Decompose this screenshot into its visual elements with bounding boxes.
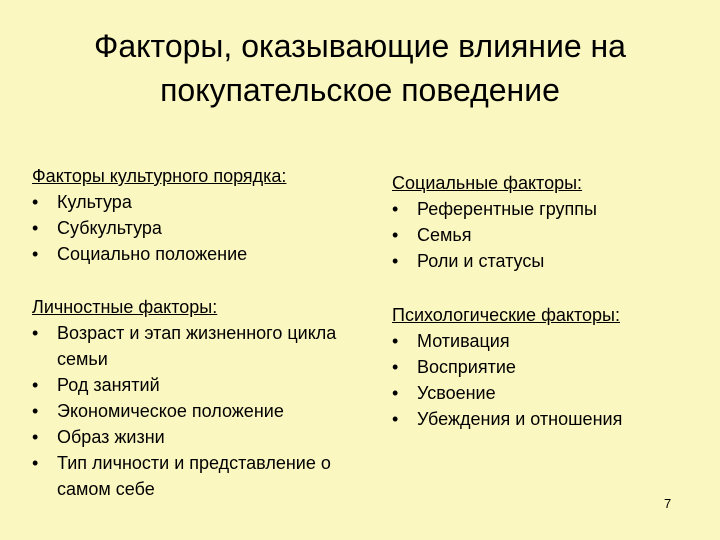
list-item: • Референтные группы (392, 196, 712, 222)
list-item: • Восприятие (392, 354, 712, 380)
slide-title-line-1: Факторы, оказывающие влияние на (94, 28, 626, 64)
list-item: • Образ жизни (32, 424, 362, 450)
slide-title (0, 24, 720, 112)
list-item: • Семья (392, 222, 712, 248)
list-item: • Субкультура (32, 215, 362, 241)
list-item: • Мотивация (392, 328, 712, 354)
list-item: • Возраст и этап жизненного цикла семьи (32, 320, 347, 372)
psychological-factors-block (392, 302, 712, 432)
list-item: • Культура (32, 189, 362, 215)
list-item: • Роли и статусы (392, 248, 712, 274)
cultural-factors-list (32, 189, 362, 267)
cultural-factors-block (32, 163, 362, 267)
list-item: • Экономическое положение (32, 398, 362, 424)
cultural-factors-heading: Факторы культурного порядка: (32, 166, 287, 186)
psychological-factors-list (392, 328, 712, 432)
social-factors-list (392, 196, 712, 274)
social-factors-block (392, 170, 712, 274)
list-item: • Убеждения и отношения (392, 406, 712, 432)
social-factors-heading: Социальные факторы: (392, 173, 583, 193)
personal-factors-block (32, 294, 362, 502)
slide-title-line-2: покупательское поведение (160, 72, 560, 108)
list-item: • Социально положение (32, 241, 362, 267)
page-number: 7 (664, 496, 672, 511)
list-item: • Усвоение (392, 380, 712, 406)
list-item: • Род занятий (32, 372, 362, 398)
list-item: • Тип личности и представление о самом себе (32, 450, 347, 502)
personal-factors-list (32, 320, 362, 502)
personal-factors-heading: Личностные факторы: (32, 297, 218, 317)
psychological-factors-heading: Психологические факторы: (392, 305, 620, 325)
